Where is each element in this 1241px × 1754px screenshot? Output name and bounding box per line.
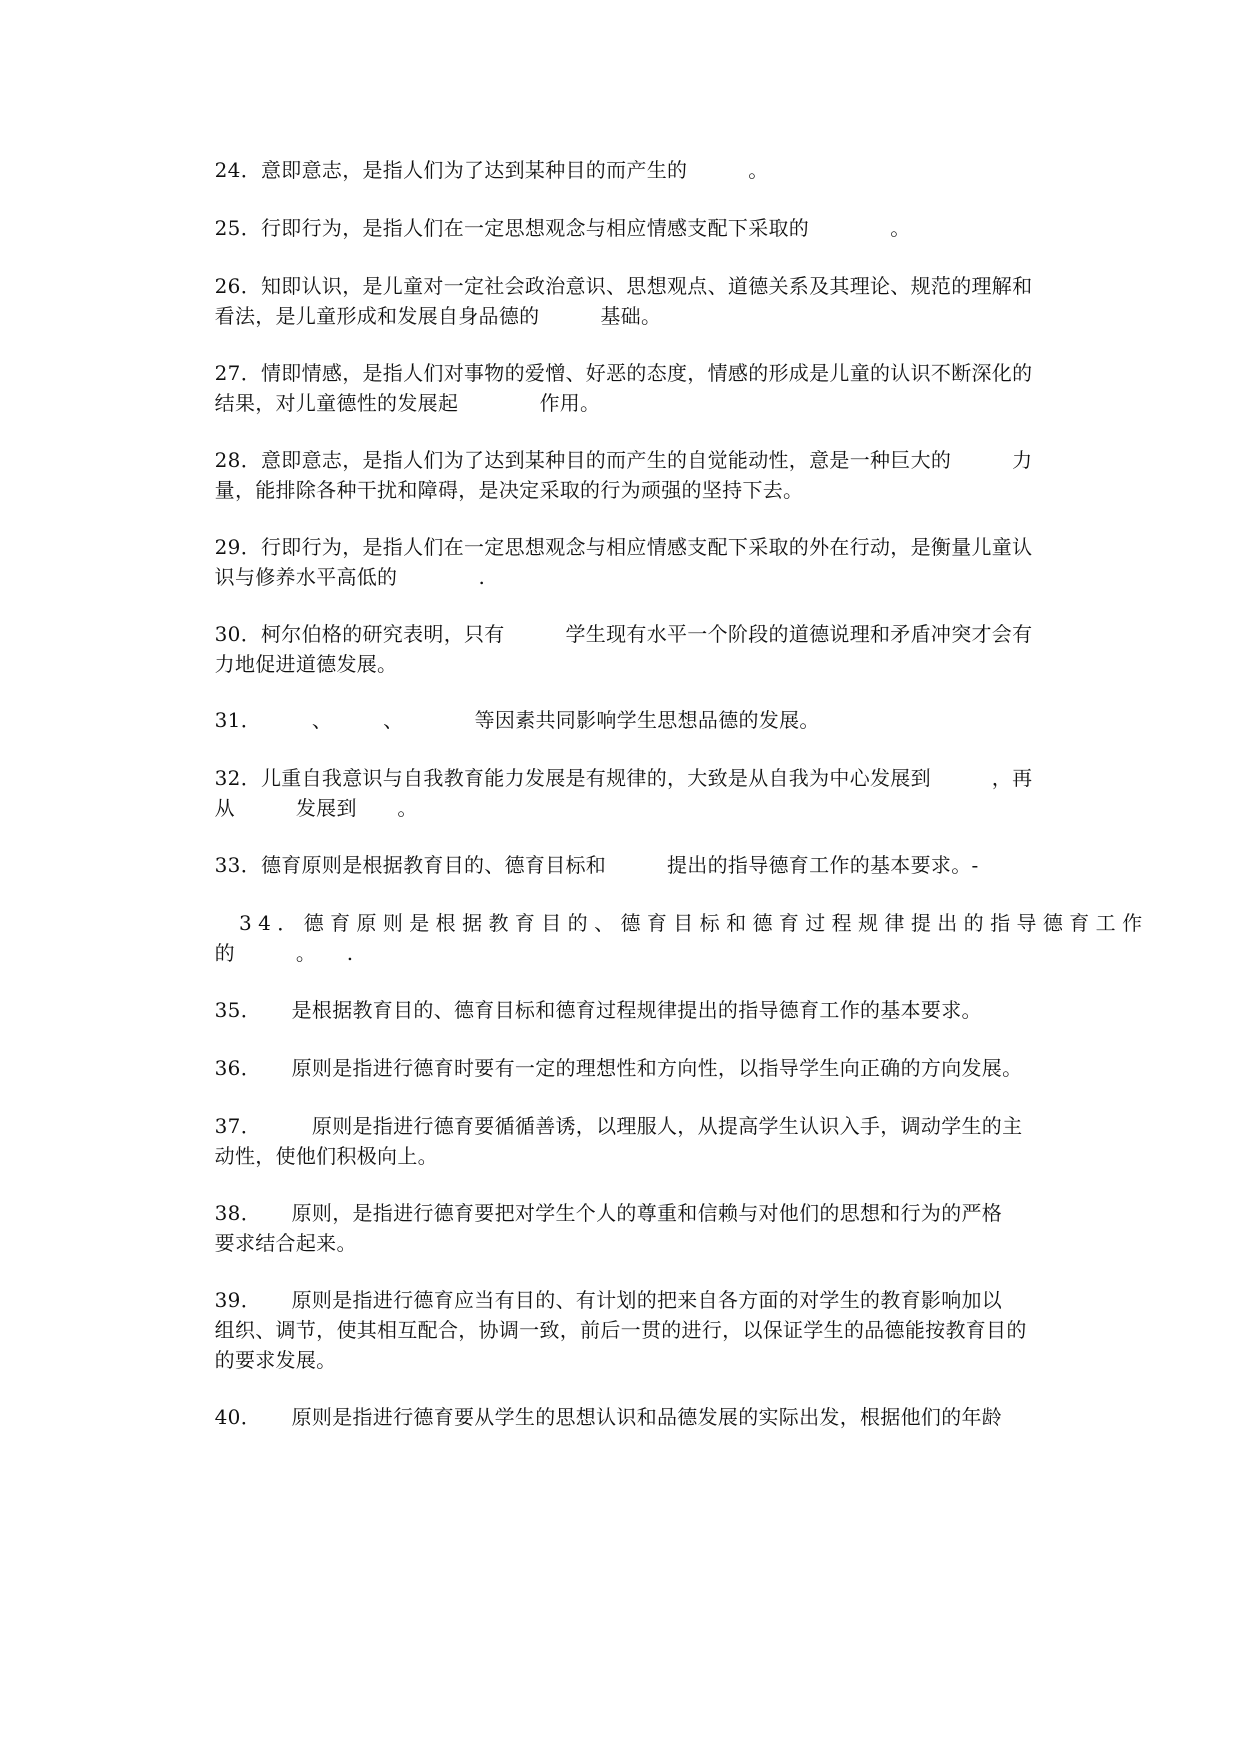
question-text: 的 。 . [214,941,354,965]
question-text: 情即情感，是指人们对事物的爱憎、好恶的态度，情感的形成是儿童的认识不断深化的 [261,361,1033,385]
question-text: 力地促进道德发展。 [214,652,398,676]
question-text: 从 发展到 。 [214,796,418,820]
question-number: 27． [214,361,261,385]
question-number: 31． [214,708,251,732]
question-31-line-1 [188,690,820,750]
question-28-line-2 [188,460,803,520]
question-26-line-2 [188,286,661,346]
question-number: 26． [214,274,261,298]
question-29-line-2 [188,547,485,607]
question-24-line-1 [188,140,769,200]
question-number: 28． [214,448,261,472]
question-number: 38． [214,1201,251,1225]
question-number: 34． [239,911,304,935]
question-text: 柯尔伯格的研究表明，只有 学生现有水平一个阶段的道德说理和矛盾冲突才会有 [261,622,1033,646]
question-text: 意即意志，是指人们为了达到某种目的而产生的自觉能动性，意是一种巨大的 力 [261,448,1033,472]
question-text: 量，能排除各种干扰和障碍，是决定采取的行为顽强的坚持下去。 [214,478,804,502]
question-number: 40． [214,1405,251,1429]
question-30-line-2 [188,634,397,694]
question-text: 行即行为，是指人们在一定思想观念与相应情感支配下采取的 。 [261,216,911,240]
question-text: 是根据教育目的、德育目标和德育过程规律提出的指导德育工作的基本要求。 [251,998,982,1022]
question-number: 25． [214,216,261,240]
question-number: 36． [214,1056,251,1080]
question-number: 29． [214,535,261,559]
question-text: 的要求发展。 [214,1348,337,1372]
question-38-line-2 [188,1213,357,1273]
question-number: 32． [214,766,261,790]
question-number: 33． [214,853,261,877]
question-35-line-1 [188,980,982,1040]
question-text: 看法，是儿童形成和发展自身品德的 基础。 [214,304,662,328]
question-text: 儿重自我意识与自我教育能力发展是有规律的，大致是从自我为中心发展到 ，再 [261,766,1033,790]
question-text: 知即认识，是儿童对一定社会政治意识、思想观点、道德关系及其理论、规范的理解和 [261,274,1033,298]
question-27-line-2 [188,373,600,433]
question-number: 35． [214,998,251,1022]
question-37-line-2 [188,1126,438,1186]
question-34-line-2 [188,923,353,983]
question-text: 原则是指进行德育应当有目的、有计划的把来自各方面的对学生的教育影响加以 [251,1288,1003,1312]
question-33-line-1 [188,835,979,895]
question-text: 行即行为，是指人们在一定思想观念与相应情感支配下采取的外在行动，是衡量儿童认 [261,535,1033,559]
question-32-line-2 [188,778,418,838]
question-number: 30． [214,622,261,646]
question-text: 原则，是指进行德育要把对学生个人的尊重和信赖与对他们的思想和行为的严格 [251,1201,1003,1225]
question-number: 37． [214,1114,251,1138]
question-number: 39． [214,1288,251,1312]
question-text: 原则是指进行德育要循循善诱，以理服人，从提高学生认识入手，调动学生的主 [251,1114,1023,1138]
question-text: 识与修养水平高低的 . [214,565,486,589]
question-text: 要求结合起来。 [214,1231,357,1255]
question-text: 原则是指进行德育要从学生的思想认识和品德发展的实际出发，根据他们的年龄 [251,1405,1003,1429]
question-36-line-1 [188,1038,1022,1098]
question-text: 德育原则是根据教育目的、德育目标和 提出的指导德育工作的基本要求。- [261,853,979,877]
question-39-line-3 [188,1330,336,1390]
question-text: 德育原则是根据教育目的、德育目标和德育过程规律提出的指导德育工作 [303,911,1149,935]
question-text: 、 、 等因素共同影响学生思想品德的发展。 [251,708,820,732]
question-text: 组织、调节，使其相互配合，协调一致，前后一贯的进行，以保证学生的品德能按教育目的 [214,1318,1027,1342]
question-text: 意即意志，是指人们为了达到某种目的而产生的 。 [261,158,769,182]
question-text: 结果，对儿童德性的发展起 作用。 [214,391,601,415]
question-25-line-1 [188,198,911,258]
question-40-line-1 [188,1387,1002,1447]
question-text: 动性，使他们积极向上。 [214,1144,438,1168]
question-text: 原则是指进行德育时要有一定的理想性和方向性，以指导学生向正确的方向发展。 [251,1056,1023,1080]
question-number: 24． [214,158,261,182]
